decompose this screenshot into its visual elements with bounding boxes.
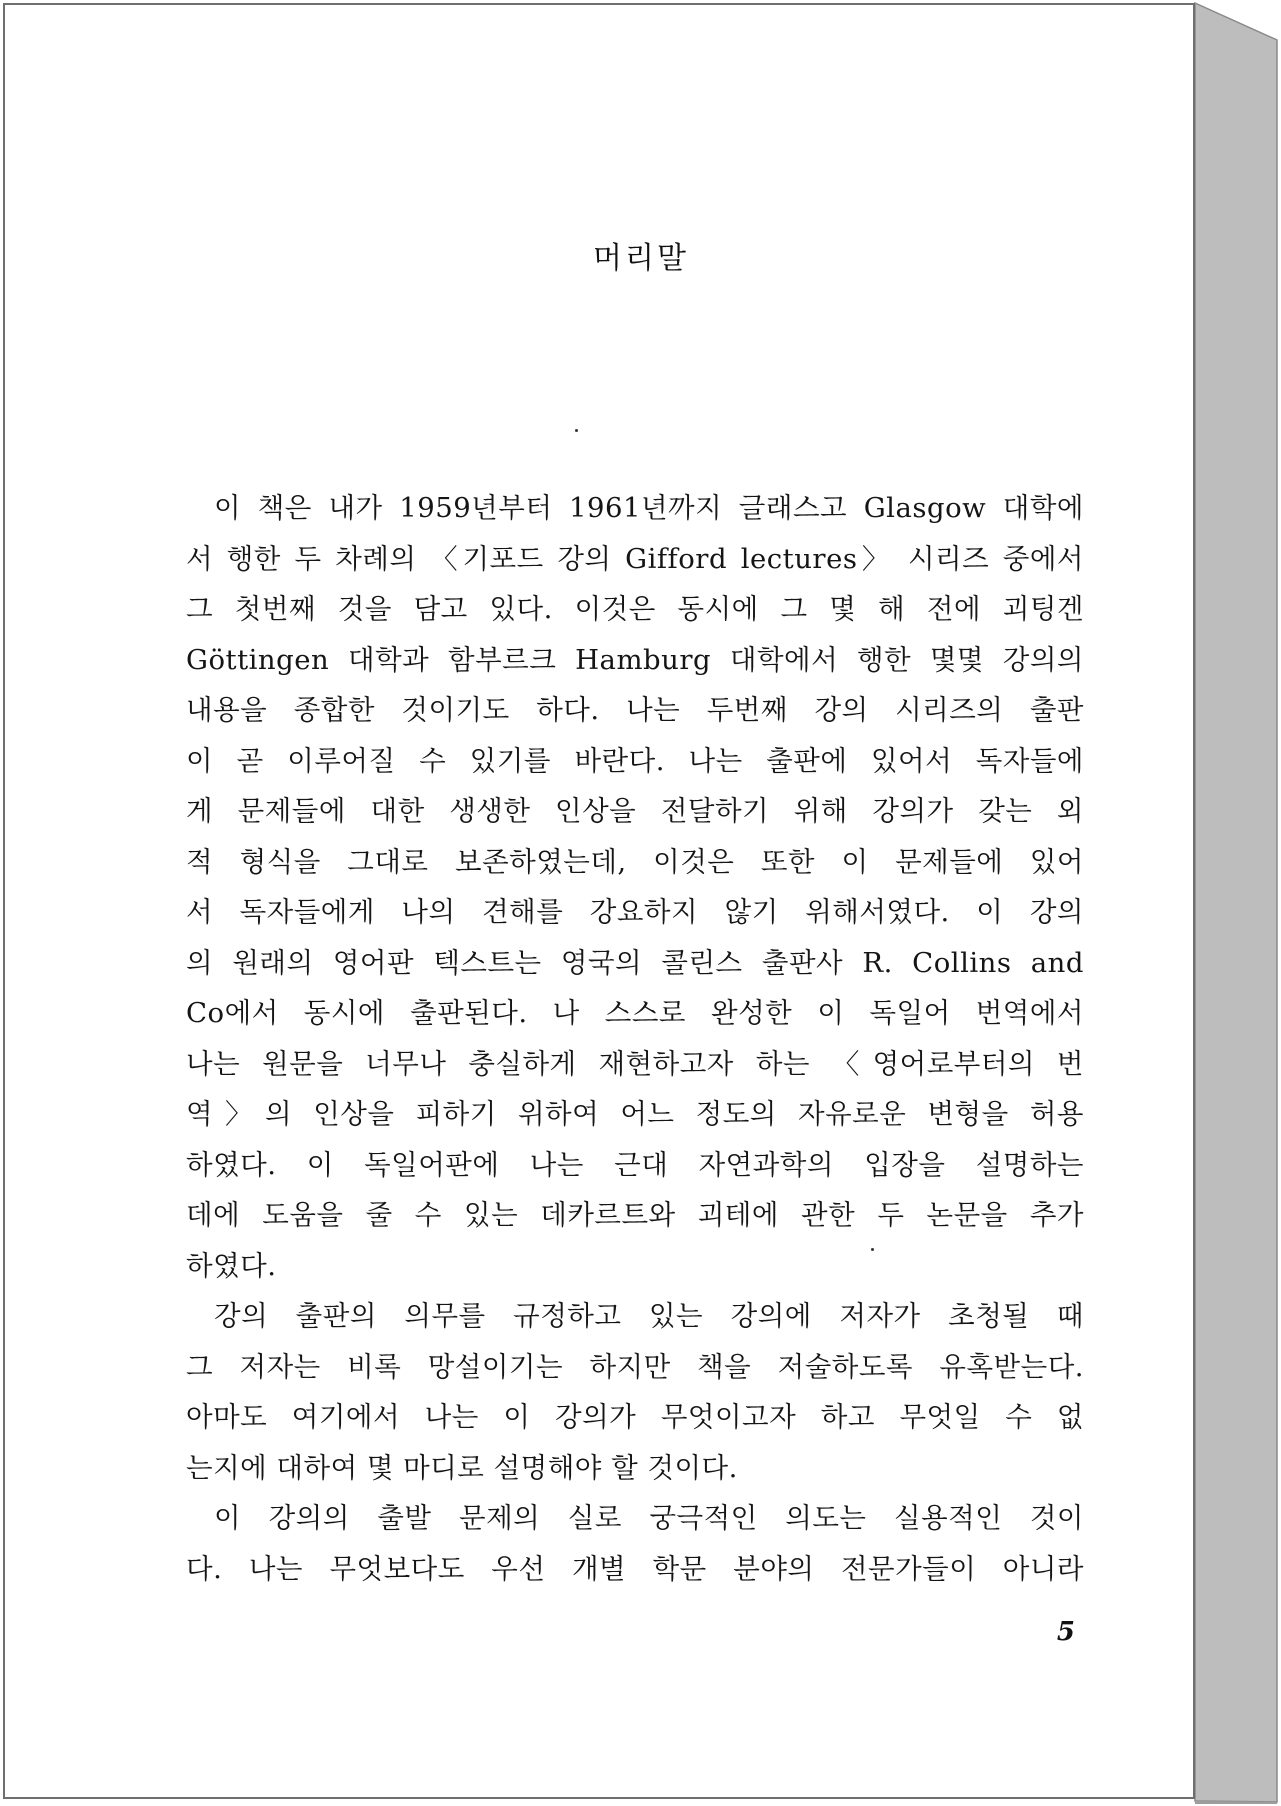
text-line: 이 책은 내가 1959년부터 1961년까지 글래스고 Glasgow 대학에 (214, 492, 1084, 524)
text-line: 그 저자는 비록 망설이기는 하지만 책을 저술하도록 유혹받는다. (186, 1350, 1084, 1383)
body-text (186, 483, 1084, 1594)
text-line: 강의 출판의 의무를 규정하고 있는 강의에 저자가 초청될 때 (214, 1300, 1084, 1332)
text-line: 의 원래의 영어판 텍스트는 영국의 콜린스 출판사 R. Collins and (186, 946, 1084, 979)
text-line: 아마도 여기에서 나는 이 강의가 무엇이고자 하고 무엇일 수 없 (186, 1401, 1084, 1433)
text-line: 적 형식을 그대로 보존하였는데, 이것은 또한 이 문제들에 있어 (186, 845, 1084, 878)
text-line: 하였다. 이 독일어판에 나는 근대 자연과학의 입장을 설명하는 (186, 1148, 1084, 1181)
text-line: 나는 원문을 너무나 충실하게 재현하고자 하는 〈영어로부터의 번 (186, 1047, 1084, 1080)
page-title: 머리말 (593, 241, 689, 276)
text-line: Göttingen 대학과 함부르크 Hamburg 대학에서 행한 몇몇 강의의 (186, 643, 1084, 676)
speck-mark (575, 429, 578, 432)
page-number: 5 (1056, 1617, 1075, 1647)
text-line: 이 강의의 출발 문제의 실로 궁극적인 의도는 실용적인 것이 (214, 1502, 1084, 1534)
text-line: 역〉의 인상을 피하기 위하여 어느 정도의 자유로운 변형을 허용 (186, 1098, 1084, 1130)
text-line: 서 행한 두 차례의 〈기포드 강의 Gifford lectures〉 시리즈 중에서 (186, 542, 1084, 575)
text-line: 게 문제들에 대한 생생한 인상을 전달하기 위해 강의가 갖는 외 (186, 795, 1084, 827)
text-line: 데에 도움을 줄 수 있는 데카르트와 괴테에 관한 두 논문을 추가 (186, 1199, 1084, 1231)
text-line: Co에서 동시에 출판된다. 나 스스로 완성한 이 독일어 번역에서 (186, 997, 1084, 1029)
text-line: 그 첫번째 것을 담고 있다. 이것은 동시에 그 몇 해 전에 괴팅겐 (186, 593, 1084, 625)
book-page (3, 3, 1195, 1799)
text-line: 내용을 종합한 것이기도 하다. 나는 두번째 강의 시리즈의 출판 (186, 694, 1084, 726)
text-line: 하였다. (186, 1249, 277, 1282)
text-line: 서 독자들에게 나의 견해를 강요하지 않기 위해서였다. 이 강의 (186, 896, 1084, 928)
text-line: 다. 나는 무엇보다도 우선 개별 학문 분야의 전문가들이 아니라 (186, 1552, 1084, 1585)
text-line: 이 곧 이루어질 수 있기를 바란다. 나는 출판에 있어서 독자들에 (186, 744, 1084, 777)
text-line: 는지에 대하여 몇 마디로 설명해야 할 것이다. (186, 1451, 738, 1484)
